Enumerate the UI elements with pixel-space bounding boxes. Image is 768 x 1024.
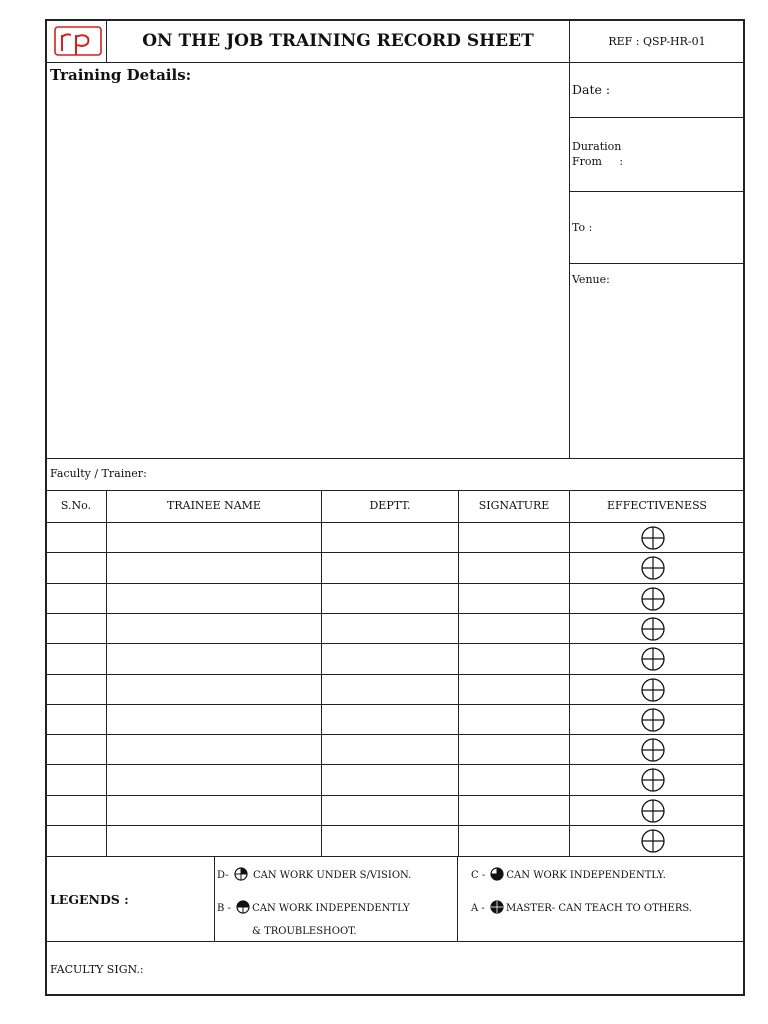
table-cell-trainee-name[interactable]: [107, 826, 321, 855]
legend-c-grade: C -: [471, 870, 486, 881]
legend-d: [217, 867, 411, 881]
faculty-sign-label: FACULTY SIGN.:: [50, 963, 144, 976]
effectiveness-circle-icon[interactable]: [640, 677, 666, 703]
table-cell-effectiveness: [570, 614, 744, 643]
effectiveness-circle-icon[interactable]: [640, 767, 666, 793]
table-cell-sno[interactable]: [46, 826, 106, 855]
table-cell-trainee-name[interactable]: [107, 796, 321, 825]
table-cell-deptt[interactable]: [322, 675, 458, 704]
table-cell-effectiveness: [570, 705, 744, 734]
half-circle-icon: [234, 900, 252, 914]
legend-a-grade: A -: [471, 903, 485, 914]
legend-bottom-divider: [46, 941, 744, 942]
from-label: From :: [572, 155, 624, 168]
table-cell-deptt[interactable]: [322, 826, 458, 855]
logo-divider: [106, 20, 107, 62]
table-cell-deptt[interactable]: [322, 735, 458, 764]
date-divider: [570, 117, 744, 118]
effectiveness-circle-icon[interactable]: [640, 707, 666, 733]
legend-a: [471, 900, 692, 914]
table-cell-trainee-name[interactable]: [107, 553, 321, 582]
faculty-divider: [46, 490, 744, 491]
table-cell-signature[interactable]: [459, 675, 569, 704]
table-cell-effectiveness: [570, 523, 744, 552]
table-cell-trainee-name[interactable]: [107, 765, 321, 794]
ref-number: REF : QSP-HR-01: [608, 35, 706, 48]
table-cell-trainee-name[interactable]: [107, 523, 321, 552]
table-cell-effectiveness: [570, 765, 744, 794]
effectiveness-circle-icon[interactable]: [640, 555, 666, 581]
duration-divider: [570, 191, 744, 192]
page-title: ON THE JOB TRAINING RECORD SHEET: [142, 31, 534, 51]
table-cell-sno[interactable]: [46, 614, 106, 643]
table-cell-trainee-name[interactable]: [107, 584, 321, 613]
table-cell-deptt[interactable]: [322, 796, 458, 825]
table-cell-signature[interactable]: [459, 523, 569, 552]
legend-b-text: CAN WORK INDEPENDENTLY: [252, 903, 410, 914]
table-cell-signature[interactable]: [459, 614, 569, 643]
quarter-circle-icon: [232, 867, 250, 881]
table-cell-effectiveness: [570, 584, 744, 613]
table-cell-sno[interactable]: [46, 644, 106, 673]
legend-divider-2: [457, 857, 458, 941]
faculty-trainer-label: Faculty / Trainer:: [50, 467, 147, 480]
right-column-divider: [569, 20, 570, 459]
table-cell-effectiveness: [570, 796, 744, 825]
effectiveness-circle-icon[interactable]: [640, 586, 666, 612]
table-cell-signature[interactable]: [459, 765, 569, 794]
legend-divider-1: [214, 857, 215, 941]
effectiveness-circle-icon[interactable]: [640, 616, 666, 642]
table-cell-sno[interactable]: [46, 735, 106, 764]
to-label: To :: [572, 221, 593, 234]
table-cell-trainee-name[interactable]: [107, 614, 321, 643]
legend-b-text-line2: & TROUBLESHOOT.: [252, 926, 357, 937]
legend-d-text: CAN WORK UNDER S/VISION.: [252, 870, 412, 881]
legend-c: [471, 867, 666, 881]
three-quarter-circle-icon: [488, 867, 506, 881]
table-cell-signature[interactable]: [459, 826, 569, 855]
legend-b: [217, 900, 410, 914]
table-cell-deptt[interactable]: [322, 614, 458, 643]
details-bottom-divider: [46, 458, 744, 459]
table-cell-signature[interactable]: [459, 705, 569, 734]
table-cell-effectiveness: [570, 675, 744, 704]
table-cell-effectiveness: [570, 826, 744, 855]
table-cell-deptt[interactable]: [322, 765, 458, 794]
table-cell-sno[interactable]: [46, 796, 106, 825]
table-cell-trainee-name[interactable]: [107, 644, 321, 673]
legend-b-grade: B -: [217, 903, 231, 914]
legend-d-grade: D-: [217, 870, 229, 881]
table-cell-sno[interactable]: [46, 705, 106, 734]
effectiveness-circle-icon[interactable]: [640, 525, 666, 551]
table-cell-deptt[interactable]: [322, 584, 458, 613]
duration-label: Duration: [572, 140, 622, 153]
legend-c-text: CAN WORK INDEPENDENTLY.: [506, 870, 666, 881]
table-cell-trainee-name[interactable]: [107, 735, 321, 764]
col-header-deptt: DEPTT.: [369, 499, 411, 512]
training-details-label: Training Details:: [50, 66, 192, 84]
company-logo: [54, 25, 104, 59]
legend-a-text: MASTER- CAN TEACH TO OTHERS.: [505, 903, 693, 914]
col-header-sno: S.No.: [60, 499, 92, 512]
venue-label: Venue:: [572, 273, 610, 286]
table-cell-sno[interactable]: [46, 584, 106, 613]
legends-label: LEGENDS :: [50, 892, 129, 907]
table-cell-signature[interactable]: [459, 553, 569, 582]
col-header-effectiveness: EFFECTIVENESS: [607, 499, 707, 512]
table-cell-deptt[interactable]: [322, 644, 458, 673]
to-divider: [570, 263, 744, 264]
effectiveness-circle-icon[interactable]: [640, 646, 666, 672]
col-header-signature: SIGNATURE: [478, 499, 550, 512]
table-cell-effectiveness: [570, 644, 744, 673]
table-cell-sno[interactable]: [46, 675, 106, 704]
col-header-trainee-name: TRAINEE NAME: [167, 499, 261, 512]
table-cell-trainee-name[interactable]: [107, 675, 321, 704]
header-divider: [46, 62, 744, 63]
table-cell-sno[interactable]: [46, 765, 106, 794]
table-cell-deptt[interactable]: [322, 705, 458, 734]
table-cell-deptt[interactable]: [322, 553, 458, 582]
date-label: Date :: [572, 82, 611, 97]
table-cell-deptt[interactable]: [322, 523, 458, 552]
table-cell-signature[interactable]: [459, 796, 569, 825]
table-cell-sno[interactable]: [46, 553, 106, 582]
table-cell-effectiveness: [570, 553, 744, 582]
effectiveness-circle-icon[interactable]: [640, 828, 666, 854]
full-circle-icon: [488, 900, 506, 914]
table-cell-signature[interactable]: [459, 584, 569, 613]
table-cell-signature[interactable]: [459, 735, 569, 764]
table-bottom-divider: [46, 856, 744, 857]
effectiveness-circle-icon[interactable]: [640, 737, 666, 763]
table-cell-trainee-name[interactable]: [107, 705, 321, 734]
effectiveness-circle-icon[interactable]: [640, 798, 666, 824]
table-cell-effectiveness: [570, 735, 744, 764]
table-cell-signature[interactable]: [459, 644, 569, 673]
table-cell-sno[interactable]: [46, 523, 106, 552]
